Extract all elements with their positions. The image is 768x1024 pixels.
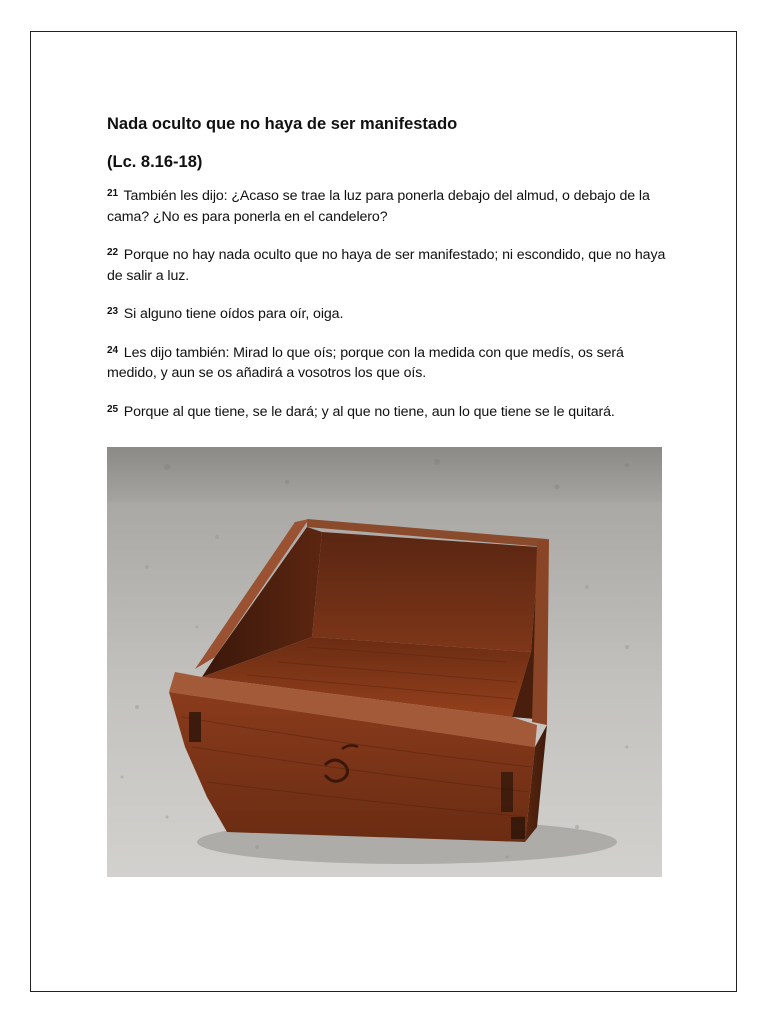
verse-text: Si alguno tiene oídos para oír, oiga. (123, 306, 344, 322)
almud-box-photo (107, 447, 662, 877)
corner-bracket-right (501, 772, 513, 812)
verse-text: Porque no hay nada oculto que no haya de ser manifestado; ni escondido, que no haya de salir a luz. (107, 247, 666, 284)
box-inner-back (312, 532, 539, 652)
photo-illustration (107, 447, 662, 877)
verse-text: También les dijo: ¿Acaso se trae la luz para ponerla debajo del almud, o debajo de la cama? ¿No es para ponerla en el candelero? (107, 188, 650, 225)
verse-text: Les dijo también: Mirad lo que oís; porque con la medida con que medís, os será medido, y aun se os añadirá a vosotros los que oís. (107, 344, 624, 381)
corner-bracket-left (189, 712, 201, 742)
verse-number: 25 (107, 403, 118, 415)
section-title: Nada oculto que no haya de ser manifestado (107, 115, 458, 133)
verse-21 (107, 186, 667, 227)
verse-number: 24 (107, 344, 118, 356)
verse-23 (107, 304, 667, 325)
verse-number: 22 (107, 247, 118, 258)
verse-24 (107, 343, 667, 384)
document-content (107, 112, 667, 422)
verse-number: 23 (107, 306, 118, 317)
scripture-reference: (Lc. 8.16-18) (107, 153, 203, 171)
document-page (30, 31, 737, 992)
verse-text: Porque al que tiene, se le dará; y al que no tiene, aun lo que tiene se le quitará. (123, 403, 615, 420)
verse-22 (107, 245, 667, 286)
verse-25 (107, 402, 667, 423)
wall-band (107, 447, 662, 507)
verse-number: 21 (107, 188, 118, 199)
